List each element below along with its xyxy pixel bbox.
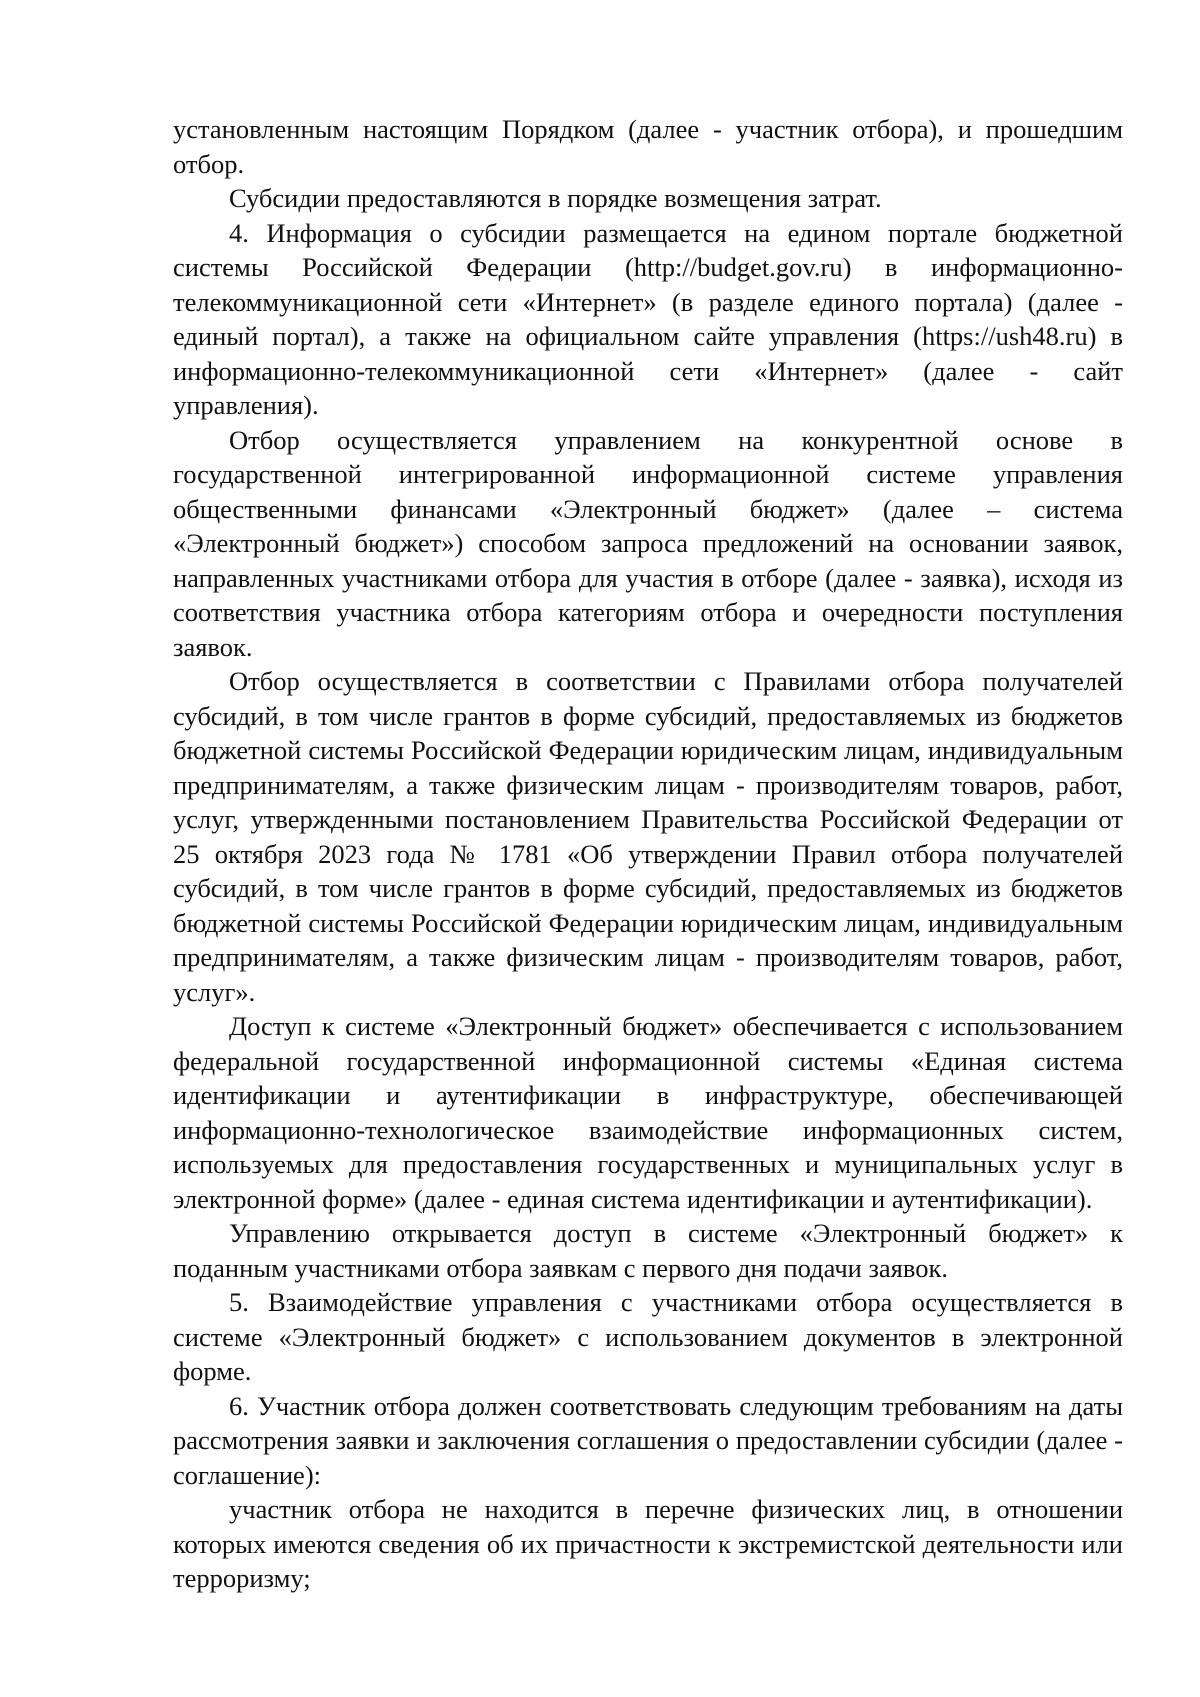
paragraph-item-6-requirements: 6. Участник отбора должен соответствовать следующим требованиям на даты рассмотрения заявки и заключения соглашения о предоставлении субсидии (далее - соглашение):	[173, 1390, 1123, 1490]
paragraph-item-4-information: 4. Информация о субсидии размещается на едином портале бюджетной системы Российской Федерации (http://budget.gov.ru) в информационно-телекоммуникационной сети «Интернет» (в разделе единого портала) (далее - единый портал), а также на официальном сайте управления (https://ush48.ru) в информационно-телекоммуникационной сети «Интернет» (далее - сайт управления).	[173, 217, 1123, 420]
paragraph-selection-competitive: Отбор осуществляется управлением на конкурентной основе в государственной интегрированной информационной системе управления общественными финансами «Электронный бюджет» (далее – система «Электронный бюджет») способом запроса предложений на основании заявок, направленных участниками отбора для участия в отборе (далее - заявка), исходя из соответствия участника отбора категориям отбора и очередности поступления заявок.	[173, 424, 1123, 662]
paragraph-requirement-extremism: участник отбора не находится в перечне физических лиц, в отношении которых имеются сведения об их причастности к экстремистской деятельности или терроризму;	[173, 1494, 1123, 1593]
paragraph-subsidy-reimbursement: Субсидии предоставляются в порядке возмещения затрат.	[229, 183, 882, 213]
document-page	[173, 112, 1123, 1596]
paragraph-system-access: Доступ к системе «Электронный бюджет» обеспечивается с использованием федеральной государственной информационной системы «Единая система идентификации и аутентификации в инфраструктуре, обеспечивающей информационно-технологическое взаимодействие информационных систем, используемых для предоставления государственных и муниципальных услуг в электронной форме» (далее - единая система идентификации и аутентификации).	[173, 1011, 1123, 1214]
paragraph-selection-rules: Отбор осуществляется в соответствии с Правилами отбора получателей субсидий, в том числе грантов в форме субсидий, предоставляемых из бюджетов бюджетной системы Российской Федерации юридическим лицам, индивидуальным предпринимателям, а также физическим лицам - производителям товаров, работ, услуг, утвержденными постановлением Правительства Российской Федерации от 25 октября 2023 года № 1781 «Об утверждении Правил отбора получателей субсидий, в том числе грантов в форме субсидий, предоставляемых из бюджетов бюджетной системы Российской Федерации юридическим лицам, индивидуальным предпринимателям, а также физическим лицам - производителям товаров, работ, услуг».	[173, 666, 1123, 1007]
paragraph-item-5-interaction: 5. Взаимодействие управления с участниками отбора осуществляется в системе «Электронный бюджет» с использованием документов в электронной форме.	[173, 1287, 1123, 1386]
paragraph-management-access: Управлению открывается доступ в системе «Электронный бюджет» к поданным участниками отбора заявкам с первого дня подачи заявок.	[173, 1218, 1123, 1283]
paragraph-continuation: установленным настоящим Порядком (далее - участник отбора), и прошедшим отбор.	[173, 114, 1123, 179]
